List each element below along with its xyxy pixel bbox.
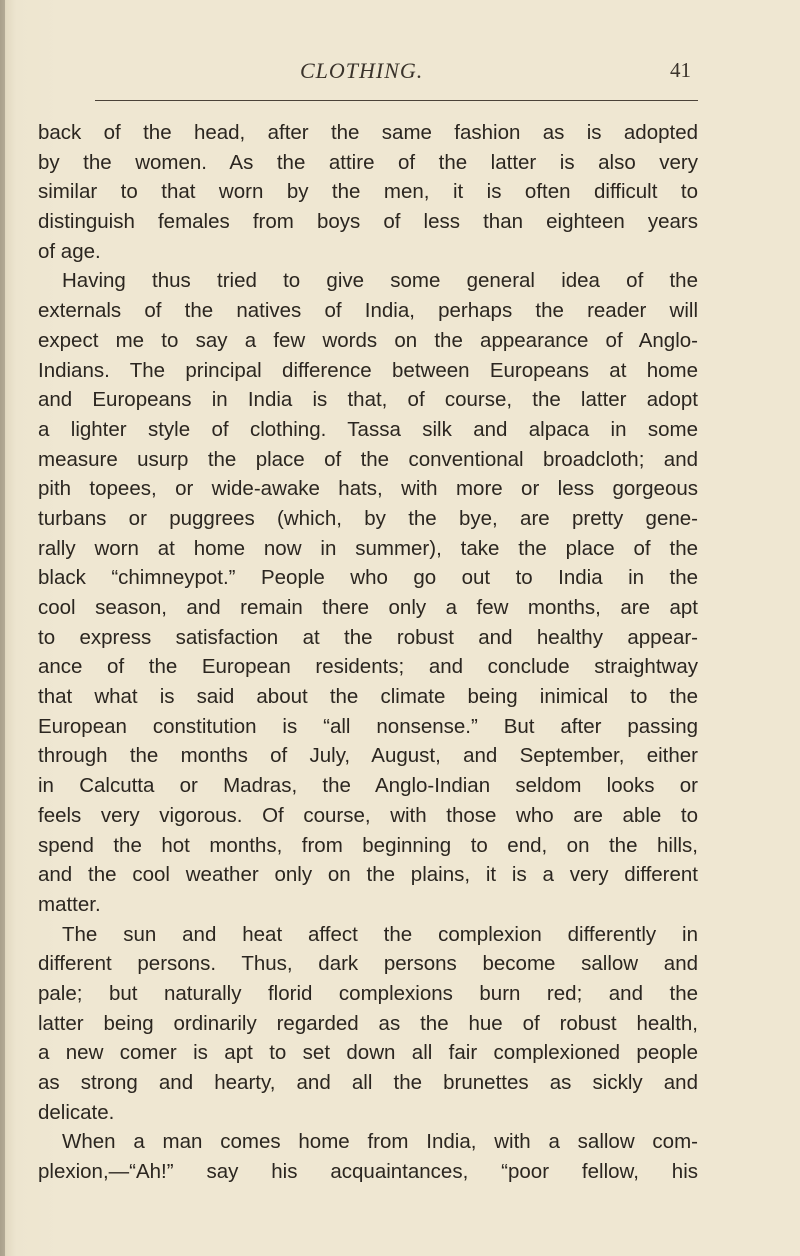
page-number: 41 bbox=[670, 58, 691, 82]
text-line: of age. bbox=[38, 239, 101, 263]
text-line: that what is said about the climate being inimical to the bbox=[38, 685, 698, 709]
text-line: and Europeans in India is that, of course, the latter adopt bbox=[38, 388, 698, 412]
text-line: rally worn at home now in summer), take the place of the bbox=[38, 536, 698, 560]
text-line: by the women. As the attire of the latter is also very bbox=[38, 150, 698, 174]
text-line: in Calcutta or Madras, the Anglo-Indian seldom looks or bbox=[38, 774, 698, 798]
text-line: externals of the natives of India, perhaps the reader will bbox=[38, 299, 698, 323]
text-line: European constitution is “all nonsense.” But after passing bbox=[38, 714, 698, 738]
text-line: measure usurp the place of the conventional broadcloth; and bbox=[38, 447, 698, 471]
text-line: Indians. The principal difference between Europeans at home bbox=[38, 358, 698, 382]
binding-shadow bbox=[0, 0, 5, 1256]
text-line: Having thus tried to give some general idea of the bbox=[62, 269, 698, 293]
text-line: a lighter style of clothing. Tassa silk and alpaca in some bbox=[38, 417, 698, 441]
body-text bbox=[38, 118, 698, 1187]
text-line: expect me to say a few words on the appearance of Anglo- bbox=[38, 328, 698, 352]
text-line: The sun and heat affect the complexion differently in bbox=[62, 922, 698, 946]
text-line: delicate. bbox=[38, 1100, 115, 1124]
text-line: different persons. Thus, dark persons become sallow and bbox=[38, 952, 698, 976]
text-line: turbans or puggrees (which, by the bye, are pretty gene- bbox=[38, 506, 698, 530]
text-line: ance of the European residents; and conclude straightway bbox=[38, 655, 698, 679]
text-line: black “chimneypot.” People who go out to India in the bbox=[38, 566, 698, 590]
text-line: latter being ordinarily regarded as the hue of robust health, bbox=[38, 1011, 698, 1035]
text-line: When a man comes home from India, with a sallow com- bbox=[62, 1130, 698, 1154]
text-line: back of the head, after the same fashion as is adopted bbox=[38, 121, 698, 144]
text-line: plexion,—“Ah!” say his acquaintances, “poor fellow, his bbox=[38, 1160, 698, 1184]
text-line: feels very vigorous. Of course, with those who are able to bbox=[38, 803, 698, 827]
text-line: cool season, and remain there only a few months, are apt bbox=[38, 596, 698, 619]
text-line: similar to that worn by the men, it is often difficult to bbox=[38, 180, 698, 204]
running-title: CLOTHING. bbox=[300, 58, 424, 83]
text-line: pith topees, or wide-awake hats, with more or less gorgeous bbox=[38, 477, 698, 501]
text-line: and the cool weather only on the plains, it is a very different bbox=[38, 863, 698, 887]
text-line: a new comer is apt to set down all fair complexioned people bbox=[38, 1041, 698, 1065]
text-line: matter. bbox=[38, 892, 101, 916]
text-line: spend the hot months, from beginning to end, on the hills, bbox=[38, 833, 698, 857]
text-line: distinguish females from boys of less than eighteen years bbox=[38, 210, 698, 234]
text-line: as strong and hearty, and all the brunettes as sickly and bbox=[38, 1071, 698, 1094]
text-line: pale; but naturally florid complexions burn red; and the bbox=[38, 981, 698, 1005]
header-rule bbox=[95, 100, 698, 101]
text-line: through the months of July, August, and September, either bbox=[38, 744, 698, 768]
text-line: to express satisfaction at the robust and healthy appear- bbox=[38, 625, 698, 649]
page-header bbox=[0, 52, 800, 92]
